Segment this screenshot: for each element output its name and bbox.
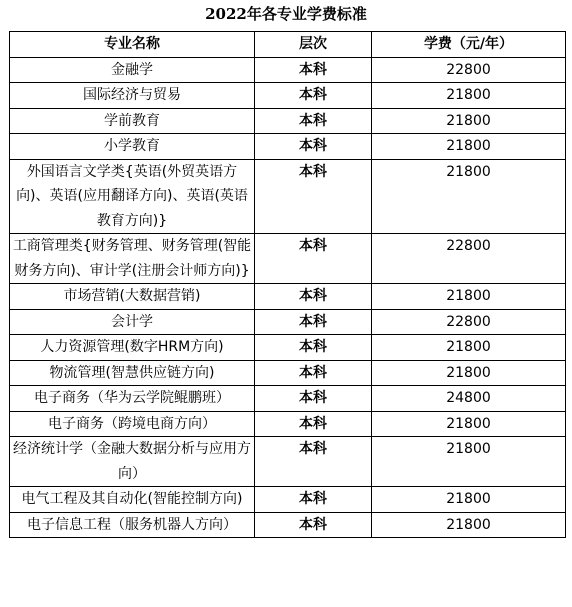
header-fee: 学费（元/年） (372, 32, 566, 58)
table-row (10, 360, 566, 386)
level-cell: 本科 (255, 335, 372, 361)
table-row (10, 134, 566, 160)
major-cell: 国际经济与贸易 (10, 83, 255, 109)
fee-cell: 21800 (372, 360, 566, 386)
major-cell: 外国语言文学类{英语(外贸英语方向)、英语(应用翻译方向)、英语(英语教育方向)} (10, 159, 255, 234)
table-row (10, 57, 566, 83)
fee-cell: 21800 (372, 512, 566, 538)
major-cell: 物流管理(智慧供应链方向) (10, 360, 255, 386)
table-row (10, 309, 566, 335)
level-cell: 本科 (255, 411, 372, 437)
level-cell: 本科 (255, 83, 372, 109)
fee-cell: 22800 (372, 57, 566, 83)
fee-cell: 21800 (372, 437, 566, 487)
fee-cell: 21800 (372, 83, 566, 109)
tuition-table (9, 31, 566, 538)
major-cell: 工商管理类{财务管理、财务管理(智能财务方向)、审计学(注册会计师方向)} (10, 234, 255, 284)
level-cell: 本科 (255, 512, 372, 538)
fee-cell: 24800 (372, 386, 566, 412)
table-row (10, 335, 566, 361)
table-row (10, 411, 566, 437)
level-cell: 本科 (255, 234, 372, 284)
table-row (10, 159, 566, 234)
level-cell: 本科 (255, 487, 372, 513)
major-cell: 电气工程及其自动化(智能控制方向) (10, 487, 255, 513)
major-cell: 经济统计学（金融大数据分析与应用方向） (10, 437, 255, 487)
fee-cell: 21800 (372, 335, 566, 361)
fee-cell: 21800 (372, 159, 566, 234)
major-cell: 市场营销(大数据营销) (10, 284, 255, 310)
fee-cell: 21800 (372, 487, 566, 513)
header-major: 专业名称 (10, 32, 255, 58)
table-row (10, 234, 566, 284)
level-cell: 本科 (255, 437, 372, 487)
header-level: 层次 (255, 32, 372, 58)
level-cell: 本科 (255, 159, 372, 234)
major-cell: 会计学 (10, 309, 255, 335)
fee-cell: 21800 (372, 134, 566, 160)
major-cell: 电子商务（华为云学院鲲鹏班） (10, 386, 255, 412)
level-cell: 本科 (255, 134, 372, 160)
major-cell: 电子信息工程（服务机器人方向） (10, 512, 255, 538)
table-row (10, 512, 566, 538)
table-row (10, 437, 566, 487)
table-row (10, 83, 566, 109)
fee-cell: 21800 (372, 284, 566, 310)
level-cell: 本科 (255, 360, 372, 386)
table-row (10, 284, 566, 310)
table-row (10, 386, 566, 412)
major-cell: 学前教育 (10, 108, 255, 134)
level-cell: 本科 (255, 386, 372, 412)
page-title: 2022年各专业学费标准 (205, 5, 367, 23)
level-cell: 本科 (255, 57, 372, 83)
table-row (10, 487, 566, 513)
major-cell: 电子商务（跨境电商方向） (10, 411, 255, 437)
fee-cell: 22800 (372, 234, 566, 284)
table-header-row (10, 32, 566, 58)
major-cell: 金融学 (10, 57, 255, 83)
fee-cell: 21800 (372, 411, 566, 437)
fee-cell: 21800 (372, 108, 566, 134)
major-cell: 小学教育 (10, 134, 255, 160)
level-cell: 本科 (255, 284, 372, 310)
level-cell: 本科 (255, 108, 372, 134)
fee-cell: 22800 (372, 309, 566, 335)
table-row (10, 108, 566, 134)
level-cell: 本科 (255, 309, 372, 335)
major-cell: 人力资源管理(数字HRM方向) (10, 335, 255, 361)
